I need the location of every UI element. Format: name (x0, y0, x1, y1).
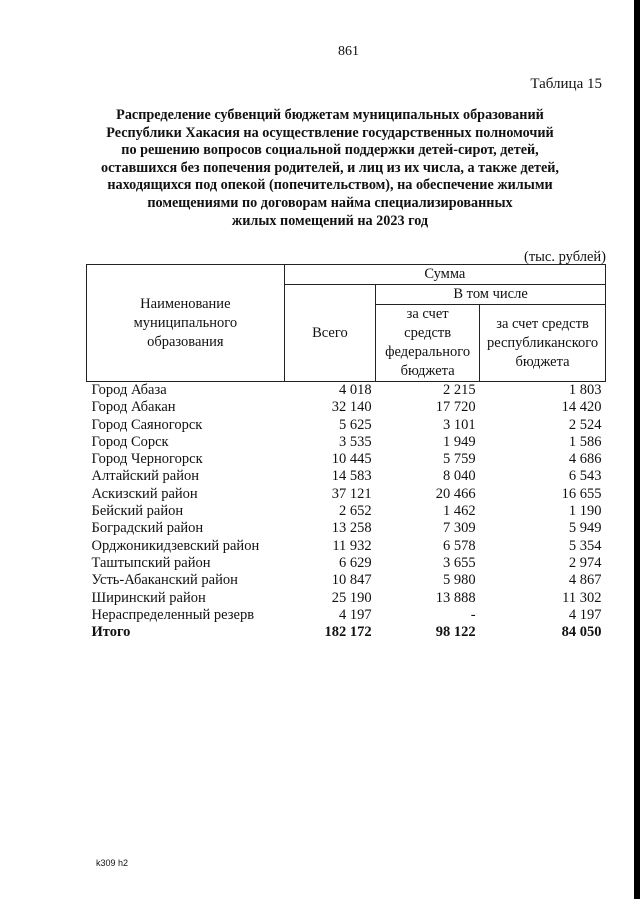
cell-name: Город Абаза (91, 382, 167, 398)
table-row (87, 555, 606, 572)
table-row (87, 451, 606, 468)
cell-federal: 98 122 (435, 624, 476, 641)
table-row (87, 468, 606, 485)
cell-name: Итого (91, 624, 131, 641)
table-row (87, 399, 606, 416)
table-row (87, 572, 606, 589)
cell-republic: 84 050 (561, 624, 602, 641)
header-including: В том числе (376, 285, 606, 305)
scan-edge (634, 0, 640, 899)
document-title (100, 107, 560, 230)
cell-republic: 1 586 (568, 433, 602, 450)
table-row (87, 486, 606, 503)
cell-total: 10 847 (331, 572, 372, 589)
cell-republic: 6 543 (568, 468, 602, 485)
cell-republic: 11 302 (562, 589, 602, 606)
cell-federal: 3 655 (442, 554, 476, 571)
cell-name: Город Саяногорск (91, 416, 203, 433)
cell-republic: 4 197 (568, 606, 602, 623)
table-row (87, 503, 606, 520)
title-line: Республики Хакасия на осуществление государственных полномочий (106, 124, 554, 141)
header-sum: Сумма (284, 265, 605, 285)
cell-republic: 5 354 (568, 537, 602, 554)
cell-republic: 2 524 (568, 416, 602, 433)
cell-total: 25 190 (331, 589, 372, 606)
table-row (87, 382, 606, 400)
cell-republic: 1 803 (568, 382, 602, 398)
cell-total: 4 018 (339, 382, 372, 398)
cell-total: 182 172 (324, 624, 372, 641)
table-row (87, 607, 606, 624)
cell-name: Ширинский район (91, 589, 206, 606)
cell-federal: 6 578 (442, 537, 476, 554)
table-row (87, 520, 606, 537)
cell-republic: 4 686 (568, 451, 602, 468)
table-body (87, 382, 606, 642)
subvention-table (86, 264, 606, 641)
cell-republic: 1 190 (568, 503, 602, 520)
cell-federal: 13 888 (435, 589, 476, 606)
table-row (87, 538, 606, 555)
cell-federal: 20 466 (435, 485, 476, 502)
cell-federal: 2 215 (442, 382, 476, 398)
cell-republic: 14 420 (561, 399, 602, 416)
cell-name: Орджоникидзевский район (91, 537, 260, 554)
cell-name: Аскизский район (91, 485, 198, 502)
cell-name: Усть-Абаканский район (91, 572, 238, 589)
title-line: Распределение субвенций бюджетам муниципальных образований (116, 107, 544, 123)
title-line: находящихся под опекой (попечительством), на обеспечение жилыми (107, 177, 553, 194)
cell-republic: 16 655 (561, 485, 602, 502)
cell-total: 10 445 (331, 451, 372, 468)
cell-name: Бейский район (91, 503, 184, 520)
cell-total: 37 121 (331, 485, 372, 502)
cell-total: 2 652 (339, 503, 372, 520)
cell-republic: 2 974 (568, 554, 602, 571)
cell-total: 14 583 (331, 468, 372, 485)
cell-federal: 17 720 (435, 399, 476, 416)
cell-name: Город Черногорск (91, 451, 203, 468)
table-label: Таблица 15 (530, 76, 602, 92)
header-name: Наименование муниципального образования (87, 265, 285, 382)
footer-code: k309 h2 (96, 858, 129, 868)
cell-federal: 1 462 (442, 503, 476, 520)
table-row (87, 417, 606, 434)
title-line: оставшихся без попечения родителей, и лиц из их числа, а также детей, (101, 159, 559, 176)
cell-name: Алтайский район (91, 468, 199, 485)
units-label: (тыс. рублей) (524, 249, 606, 265)
title-line: по решению вопросов социальной поддержки детей-сирот, детей, (121, 142, 539, 159)
cell-total: 4 197 (339, 606, 372, 623)
cell-total: 3 535 (339, 433, 372, 450)
cell-federal: 5 759 (442, 451, 476, 468)
cell-total: 11 932 (332, 537, 372, 554)
title-line: жилых помещений на 2023 год (231, 212, 429, 229)
cell-total: 32 140 (331, 399, 372, 416)
cell-name: Город Абакан (91, 399, 176, 416)
cell-federal: 5 980 (442, 572, 476, 589)
cell-federal: 7 309 (442, 520, 476, 537)
total-row (87, 624, 606, 641)
header-federal: за счет средств федерального бюджета (376, 305, 480, 382)
cell-name: Боградский район (91, 520, 204, 537)
title-line: помещениями по договорам найма специализированных (147, 194, 513, 211)
cell-republic: 5 949 (568, 520, 602, 537)
cell-total: 5 625 (339, 416, 372, 433)
cell-federal: 8 040 (442, 468, 476, 485)
cell-name: Таштыпский район (91, 554, 211, 571)
table-row (87, 590, 606, 607)
cell-total: 13 258 (331, 520, 372, 537)
cell-federal: - (470, 606, 476, 623)
cell-federal: 3 101 (442, 416, 476, 433)
header-total: Всего (284, 285, 375, 382)
cell-name: Нераспределенный резерв (91, 606, 255, 623)
cell-republic: 4 867 (568, 572, 602, 589)
cell-federal: 1 949 (442, 433, 476, 450)
page-number: 861 (338, 44, 359, 59)
table-row (87, 434, 606, 451)
cell-total: 6 629 (339, 554, 372, 571)
cell-name: Город Сорск (91, 433, 169, 450)
header-republic: за счет средств республиканского бюджета (480, 305, 606, 382)
